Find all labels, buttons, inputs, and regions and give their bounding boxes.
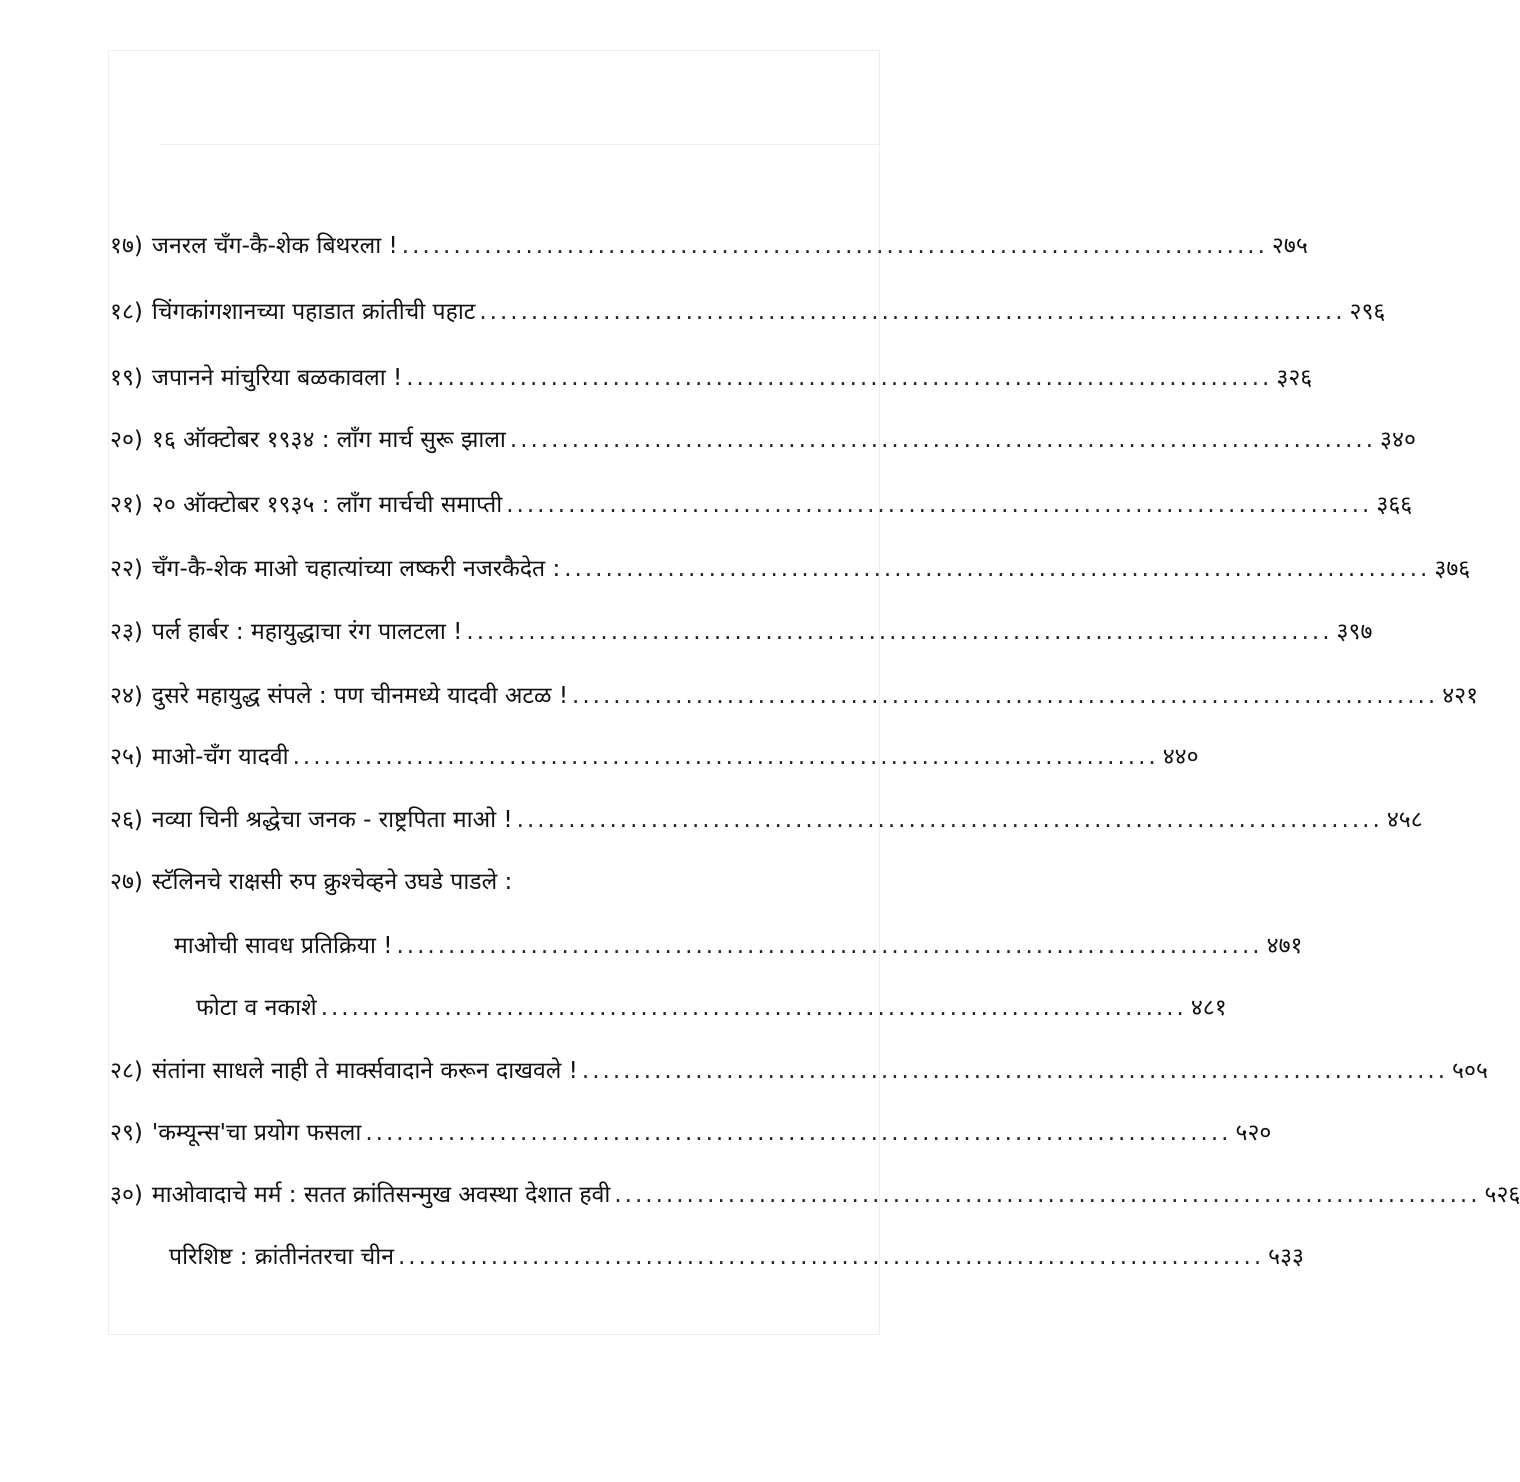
dot-leader: .................................................................................... xyxy=(466,619,1333,645)
toc-entry-25 xyxy=(110,737,1199,777)
dot-leader: .................................................................................... xyxy=(365,1120,1232,1146)
entry-number: १८) xyxy=(110,299,143,325)
dot-leader: .................................................................................... xyxy=(516,807,1383,833)
entry-number: २६) xyxy=(110,807,143,833)
dot-leader: .................................................................................... xyxy=(479,299,1346,325)
toc-entry-19 xyxy=(110,358,1313,398)
entry-title: चँग-कै-शेक माओ चहात्यांच्या लष्करी नजरकैदेत : xyxy=(151,556,561,582)
toc-entry-29 xyxy=(110,1113,1272,1153)
entry-title: नव्या चिनी श्रद्धेचा जनक - राष्ट्रपिता माओ ! xyxy=(151,807,513,833)
dot-leader: .................................................................................... xyxy=(398,1244,1265,1270)
toc-entry-22 xyxy=(110,549,1471,589)
entry-title: 'कम्यून्स'चा प्रयोग फसला xyxy=(151,1120,362,1146)
toc-entry-appendix xyxy=(160,1237,1305,1277)
entry-title: जपानने मांचुरिया बळकावला ! xyxy=(151,365,403,391)
toc-entry-photos-maps xyxy=(187,988,1227,1028)
entry-title: परिशिष्ट : क्रांतीनंतरचा चीन xyxy=(169,1244,394,1270)
entry-title: फोटा व नकाशे xyxy=(196,995,317,1021)
entry-page-number: ४२१ xyxy=(1442,683,1479,709)
toc-entry-21 xyxy=(110,485,1413,525)
toc-entry-18 xyxy=(110,292,1386,332)
dot-leader: .................................................................................... xyxy=(572,683,1439,709)
entry-title: पर्ल हार्बर : महायुद्धाचा रंग पालटला ! xyxy=(151,619,463,645)
toc-entry-27 xyxy=(110,862,858,902)
toc-entry-24 xyxy=(110,676,1479,716)
entry-number: २२) xyxy=(110,556,143,582)
entry-page-number: २७५ xyxy=(1271,233,1308,259)
entry-title: स्टॅलिनचे राक्षसी रुप क्रुश्चेव्हने उघडे पाडले : xyxy=(151,869,513,895)
entry-page-number: ४४० xyxy=(1162,744,1199,770)
dot-leader: .................................................................................... xyxy=(564,556,1431,582)
dot-leader: .................................................................................... xyxy=(614,1182,1481,1208)
dot-leader: .................................................................................... xyxy=(509,427,1377,453)
entry-number: १७) xyxy=(110,233,143,259)
entry-title: जनरल चँग-कै-शेक बिथरला ! xyxy=(151,233,398,259)
entry-title: दुसरे महायुद्ध संपले : पण चीनमध्ये यादवी अटळ ! xyxy=(151,683,569,709)
entry-page-number: २९६ xyxy=(1349,299,1386,325)
entry-page-number: ५२० xyxy=(1235,1120,1272,1146)
entry-page-number: ४८१ xyxy=(1190,995,1227,1021)
entry-number: २४) xyxy=(110,683,143,709)
toc-entry-20 xyxy=(110,420,1416,460)
entry-page-number: ५०५ xyxy=(1452,1058,1488,1084)
entry-title: माओची सावध प्रतिक्रिया ! xyxy=(174,933,393,959)
entry-number: १९) xyxy=(110,365,143,391)
entry-number: २१) xyxy=(110,492,143,518)
entry-page-number: ३९७ xyxy=(1336,619,1373,645)
entry-number: २३) xyxy=(110,619,143,645)
entry-number: २५) xyxy=(110,744,143,770)
dot-leader: .................................................................................... xyxy=(401,233,1268,259)
entry-title: १६ ऑक्टोबर १९३४ : लाँग मार्च सुरू झाला xyxy=(151,427,506,453)
toc-entry-17 xyxy=(110,226,1308,266)
dot-leader: .................................................................................... xyxy=(581,1058,1449,1084)
entry-number: २९) xyxy=(110,1120,143,1146)
entry-title: माओ-चँग यादवी xyxy=(151,744,289,770)
entry-page-number: ३२६ xyxy=(1276,365,1313,391)
dot-leader: .................................................................................... xyxy=(396,933,1263,959)
entry-number: २७) xyxy=(110,869,143,895)
entry-page-number: ३४० xyxy=(1380,427,1416,453)
toc-entry-28 xyxy=(110,1051,1488,1091)
entry-page-number: ५३३ xyxy=(1268,1244,1305,1270)
toc-entry-30 xyxy=(110,1175,1520,1215)
entry-title: चिंगकांगशानच्या पहाडात क्रांतीची पहाट xyxy=(151,299,476,325)
dot-leader: .................................................................................... xyxy=(406,365,1273,391)
entry-page-number: ४७१ xyxy=(1266,933,1303,959)
entry-title: संतांना साधले नाही ते मार्क्सवादाने करून दाखवले ! xyxy=(151,1058,578,1084)
entry-page-number: ५२६ xyxy=(1484,1182,1520,1208)
toc-entry-27-continued xyxy=(165,926,1303,966)
entry-page-number: ४५८ xyxy=(1386,807,1423,833)
toc-entry-23 xyxy=(110,612,1373,652)
entry-title: २० ऑक्टोबर १९३५ : लाँग मार्चची समाप्ती xyxy=(151,492,503,518)
entry-number: २०) xyxy=(110,427,143,453)
entry-number: २८) xyxy=(110,1058,143,1084)
toc-entry-26 xyxy=(110,800,1423,840)
entry-title: माओवादाचे मर्म : सतत क्रांतिसन्मुख अवस्था देशात हवी xyxy=(151,1182,611,1208)
entry-page-number: ३७६ xyxy=(1434,556,1471,582)
dot-leader: .................................................................................... xyxy=(292,744,1159,770)
dot-leader: .................................................................................... xyxy=(320,995,1187,1021)
dot-leader: .................................................................................... xyxy=(506,492,1373,518)
entry-number: ३०) xyxy=(110,1182,143,1208)
entry-page-number: ३६६ xyxy=(1376,492,1413,518)
